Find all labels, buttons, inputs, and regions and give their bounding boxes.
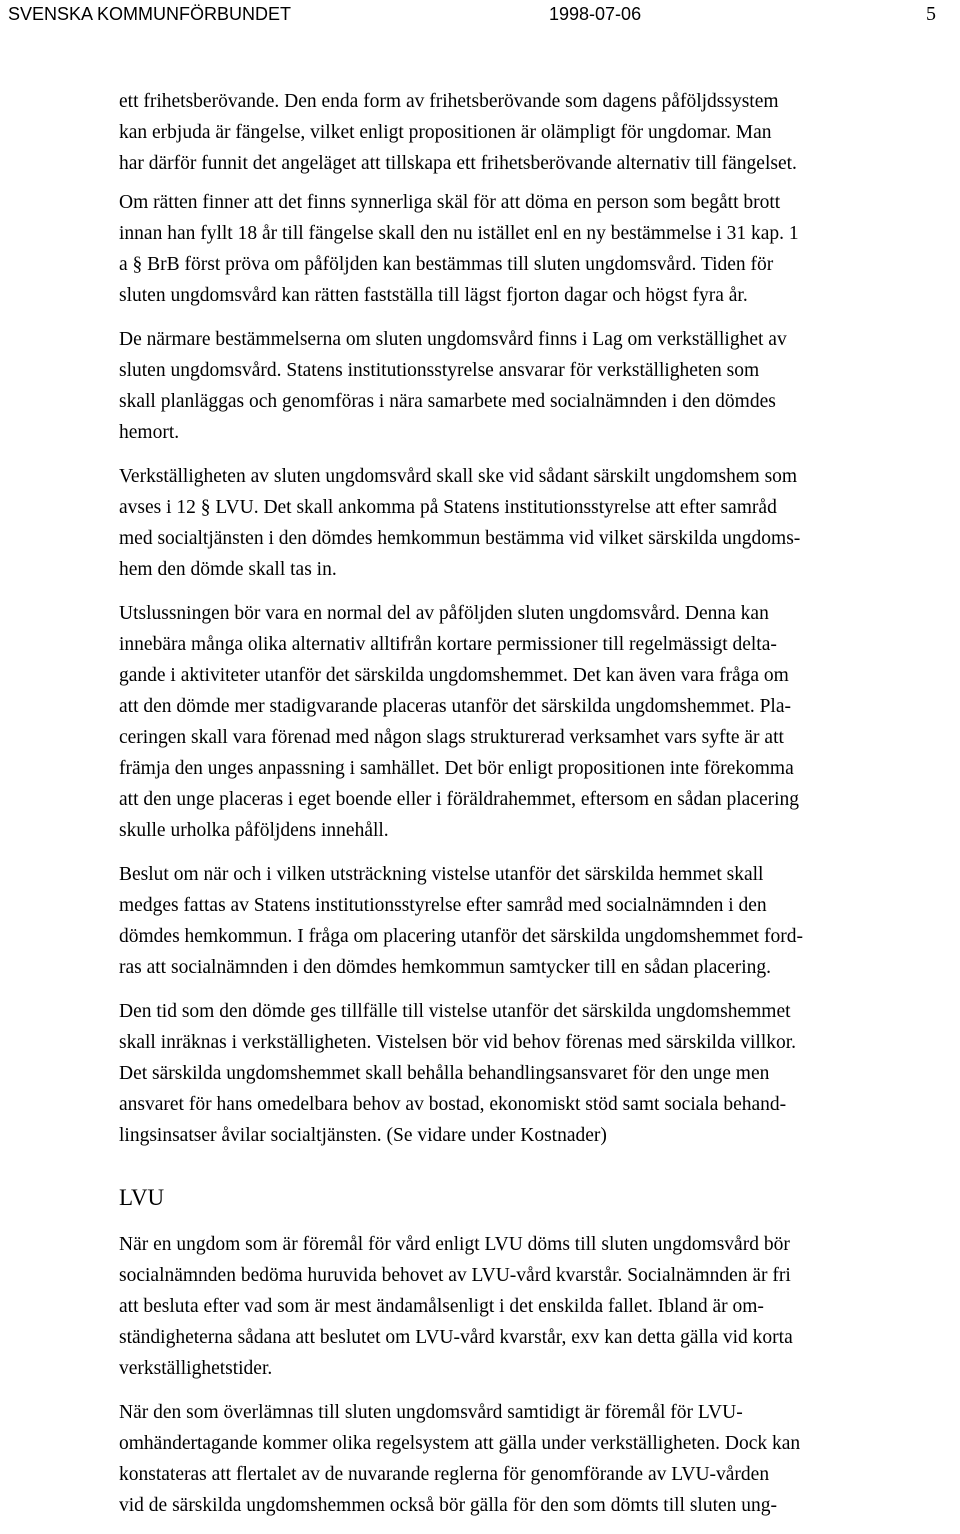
text-line: avses i 12 § LVU. Det skall ankomma på Statens institutionsstyrelse att efter samråd [119, 497, 777, 518]
text-line: omhändertagande kommer olika regelsystem att gälla under verkställigheten. Dock kan [119, 1433, 801, 1454]
text-line: a § BrB först pröva om påföljden kan bestämmas till sluten ungdomsvård. Tiden för [119, 254, 774, 275]
text-line: har därför funnit det angeläget att tillskapa ett frihetsberövande alternativ till fängelset. [119, 153, 797, 174]
text-line: lingsinsatser åvilar socialtjänsten. (Se vidare under Kostnader) [119, 1125, 607, 1146]
paragraph [119, 324, 919, 448]
page-number: 5 [926, 3, 936, 25]
page-header [8, 4, 944, 26]
text-line: att den dömde mer stadigvarande placeras utanför det särskilda ungdomshemmet. Pla- [119, 696, 791, 717]
paragraph [119, 996, 919, 1151]
text-line: skall planläggas och genomföras i nära samarbete med socialnämnden i den dömdes [119, 391, 776, 412]
header-organization: SVENSKA KOMMUNFÖRBUNDET [8, 4, 292, 24]
text-line: ett frihetsberövande. Den enda form av frihetsberövande som dagens påföljdssystem [119, 91, 779, 112]
paragraph [119, 461, 919, 585]
section-heading: LVU [119, 1185, 165, 1210]
text-line: Den tid som den dömde ges tillfälle till vistelse utanför det särskilda ungdomshemmet [119, 1001, 791, 1022]
paragraph [119, 859, 919, 983]
paragraph [119, 86, 919, 179]
text-line: kan erbjuda är fängelse, vilket enligt propositionen är olämpligt för ungdomar. Man [119, 122, 772, 143]
text-line: hem den dömde skall tas in. [119, 559, 337, 580]
text-line: Det särskilda ungdomshemmet skall behålla behandlingsansvaret för den unge men [119, 1063, 770, 1084]
text-line: socialnämnden bedöma huruvida behovet av LVU-vård kvarstår. Socialnämnden är fri [119, 1265, 791, 1286]
text-line: skulle urholka påföljdens innehåll. [119, 820, 389, 841]
text-line: att besluta efter vad som är mest ändamålsenligt i det enskilda fallet. Ibland är om- [119, 1296, 764, 1317]
text-line: ständigheterna sådana att beslutet om LVU-vård kvarstår, exv kan detta gälla vid korta [119, 1327, 793, 1348]
text-line: sluten ungdomsvård. Statens institutionsstyrelse ansvarar för verkställigheten som [119, 360, 760, 381]
paragraphs-section-2 [119, 1229, 919, 1521]
text-line: verkställighetstider. [119, 1358, 273, 1379]
text-line: innan han fyllt 18 år till fängelse skall den nu istället enl en ny bestämmelse i 31 kap. 1 [119, 223, 799, 244]
text-line: Om rätten finner att det finns synnerliga skäl för att döma en person som begått brott [119, 192, 781, 213]
paragraphs-section-1 [119, 86, 919, 1151]
text-line: innebära många olika alternativ alltifrån kortare permissioner till regelmässigt delta- [119, 634, 777, 655]
text-line: konstateras att flertalet av de nuvarande reglerna för genomförande av LVU-vården [119, 1464, 770, 1485]
text-line: medges fattas av Statens institutionsstyrelse efter samråd med socialnämnden i den [119, 895, 767, 916]
text-line: ras att socialnämnden i den dömdes hemkommun samtycker till en sådan placering. [119, 957, 771, 978]
text-line: att den unge placeras i eget boende eller i föräldrahemmet, eftersom en sådan placering [119, 789, 800, 810]
header-date: 1998-07-06 [549, 4, 642, 24]
text-line: vid de särskilda ungdomshemmen också bör gälla för den som dömts till sluten ung- [119, 1495, 778, 1516]
text-line: med socialtjänsten i den dömdes hemkommun bestämma vid vilket särskilda ungdoms- [119, 528, 801, 549]
paragraph [119, 1229, 919, 1384]
text-line: När den som överlämnas till sluten ungdomsvård samtidigt är föremål för LVU- [119, 1402, 743, 1423]
paragraph [119, 598, 919, 846]
text-line: Utslussningen bör vara en normal del av påföljden sluten ungdomsvård. Denna kan [119, 603, 769, 624]
text-line: Beslut om när och i vilken utsträckning vistelse utanför det särskilda hemmet skall [119, 864, 764, 885]
text-line: sluten ungdomsvård kan rätten fastställa till lägst fjorton dagar och högst fyra år. [119, 285, 748, 306]
text-line: hemort. [119, 422, 180, 443]
text-line: främja den unges anpassning i samhället. Det bör enligt propositionen inte förekomma [119, 758, 794, 779]
text-line: gande i aktiviteter utanför det särskilda ungdomshemmet. Det kan även vara fråga om [119, 665, 789, 686]
text-line: skall inräknas i verkställigheten. Vistelsen bör vid behov förenas med särskilda villkor. [119, 1032, 797, 1053]
paragraph [119, 1397, 919, 1521]
text-line: ansvaret för hans omedelbara behov av bostad, ekonomiskt stöd samt sociala behand- [119, 1094, 787, 1115]
text-line: De närmare bestämmelserna om sluten ungdomsvård finns i Lag om verkställighet av [119, 329, 787, 350]
text-line: Verkställigheten av sluten ungdomsvård skall ske vid sådant särskilt ungdomshem som [119, 466, 798, 487]
text-line: dömdes hemkommun. I fråga om placering utanför det särskilda ungdomshemmet ford- [119, 926, 803, 947]
paragraph [119, 187, 919, 311]
text-line: När en ungdom som är föremål för vård enligt LVU döms till sluten ungdomsvård bör [119, 1234, 790, 1255]
document-body [119, 86, 919, 1534]
text-line: ceringen skall vara förenad med någon slags strukturerad verksamhet vars syfte är att [119, 727, 784, 748]
